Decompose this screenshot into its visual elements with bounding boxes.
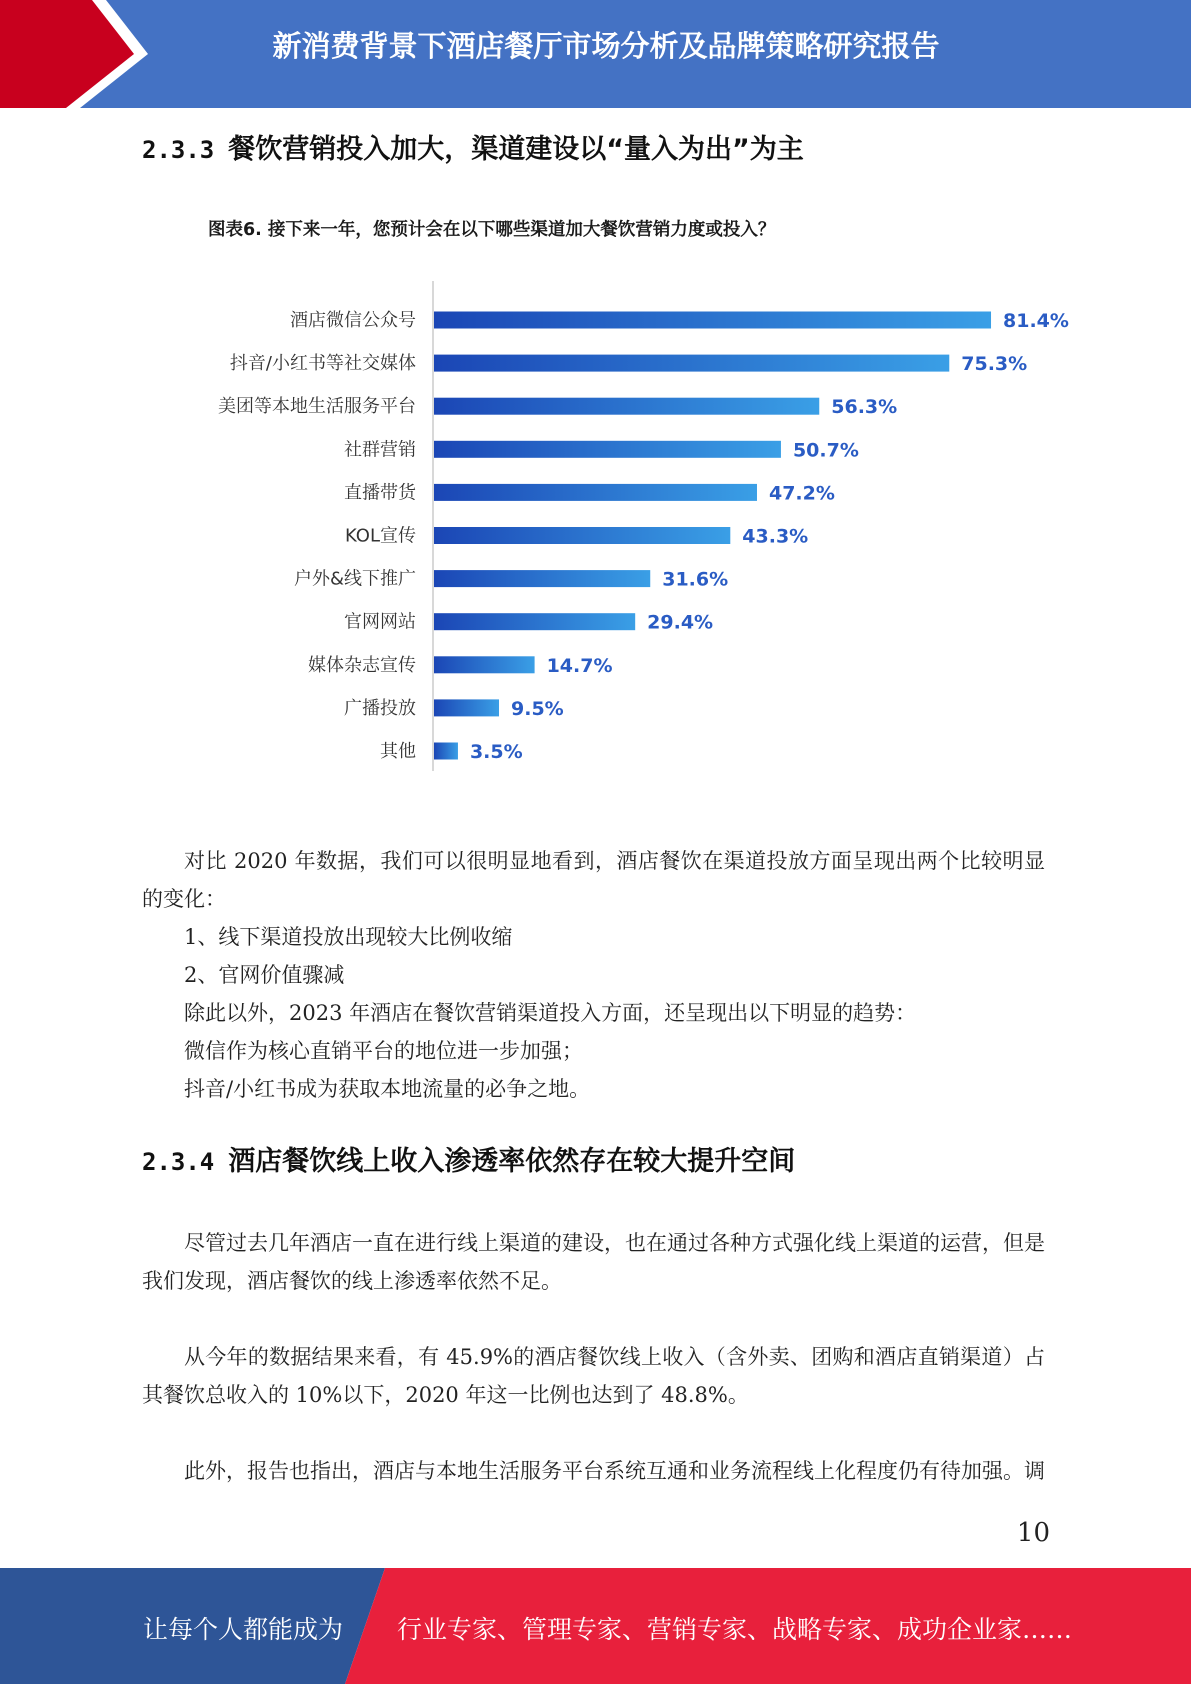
category-label-2: 抖音/小红书等社交媒体 — [229, 353, 416, 375]
chart-bar-10 — [434, 699, 499, 716]
paragraph: 此外，报告也指出，酒店与本地生活服务平台系统互通和业务流程线上化程度仍有待加强。调 — [184, 1459, 1045, 1483]
value-label-1: 81.4% — [1003, 310, 1069, 332]
paragraph: 对比 2020 年数据，我们可以很明显地看到，酒店餐饮在渠道投放方面呈现出两个比较明显的变化： — [142, 849, 1045, 911]
value-label-4: 50.7% — [792, 439, 859, 462]
value-label-10: 9.5% — [511, 697, 564, 720]
chart-bar-6 — [434, 527, 730, 544]
section-title: 酒店餐饮线上收入渗透率依然存在较大提升空间 — [228, 1146, 796, 1177]
channel-investment-bar-chart — [180, 205, 1080, 785]
chart-bar-2 — [434, 355, 949, 372]
chart-bar-5 — [434, 484, 757, 501]
section-number: 2.3.3 — [142, 136, 215, 164]
value-label-9: 14.7% — [546, 654, 613, 677]
value-label-11: 3.5% — [469, 741, 523, 763]
list-item: 微信作为核心直销平台的地位进一步加强； — [184, 1039, 583, 1063]
category-label-8: 官网网站 — [344, 611, 416, 633]
chart-bar-7 — [434, 570, 650, 587]
value-label-7: 31.6% — [662, 568, 729, 591]
section-heading-2-3-3 — [142, 132, 804, 168]
report-title: 新消费背景下酒店餐厅市场分析及品牌策略研究报告 — [272, 29, 940, 63]
category-label-3: 美团等本地生活服务平台 — [218, 396, 416, 418]
page-number: 10 — [1016, 1518, 1050, 1548]
chart-bar-1 — [434, 312, 991, 329]
value-label-5: 47.2% — [768, 482, 835, 505]
value-label-8: 29.4% — [647, 611, 714, 634]
chart-bar-4 — [434, 441, 781, 458]
section-2-3-3-body — [142, 842, 1045, 1108]
category-label-5: 直播带货 — [344, 482, 416, 504]
chart-title: 图表6. 接下来一年，您预计会在以下哪些渠道加大餐饮营销力度或投入？ — [208, 220, 776, 240]
category-label-7: 户外&线下推广 — [293, 568, 416, 590]
category-label-1: 酒店微信公众号 — [290, 310, 416, 331]
value-label-6: 43.3% — [742, 525, 809, 548]
list-item: 抖音/小红书成为获取本地流量的必争之地。 — [184, 1077, 591, 1101]
category-label-4: 社群营销 — [344, 439, 416, 461]
section-2-3-4-body — [142, 1224, 1045, 1490]
chart-bar-9 — [434, 656, 535, 673]
section-title: 餐饮营销投入加大，渠道建设以“量入为出”为主 — [228, 134, 804, 165]
list-item: 1、线下渠道投放出现较大比例收缩 — [184, 925, 513, 949]
chart-rows — [218, 310, 1069, 763]
footer-slogan-left: 让每个人都能成为 — [143, 1615, 344, 1644]
footer-slogan-right: 行业专家、管理专家、营销专家、战略专家、成功企业家…… — [397, 1615, 1073, 1644]
value-label-2: 75.3% — [961, 353, 1028, 376]
paragraph: 除此以外，2023 年酒店在餐饮营销渠道投入方面，还呈现出以下明显的趋势： — [184, 1001, 917, 1025]
category-label-9: 媒体杂志宣传 — [308, 654, 416, 676]
category-label-11: 其他 — [380, 741, 416, 762]
value-label-3: 56.3% — [831, 396, 898, 419]
paragraph: 尽管过去几年酒店一直在进行线上渠道的建设，也在通过各种方式强化线上渠道的运营，但是我们发现，酒店餐饮的线上渗透率依然不足。 — [142, 1231, 1045, 1293]
category-label-6: KOL宣传 — [344, 525, 416, 547]
chart-bar-3 — [434, 398, 819, 415]
paragraph: 从今年的数据结果来看，有 45.9%的酒店餐饮线上收入（含外卖、团购和酒店直销渠道）占其餐饮总收入的 10%以下，2020 年这一比例也达到了 48.8%。 — [142, 1345, 1045, 1407]
section-number: 2.3.4 — [142, 1148, 215, 1176]
chart-bar-8 — [434, 613, 635, 630]
list-item: 2、官网价值骤减 — [184, 963, 345, 987]
chart-bar-11 — [434, 743, 458, 760]
section-heading-2-3-4 — [142, 1144, 795, 1180]
category-label-10: 广播投放 — [344, 697, 416, 719]
